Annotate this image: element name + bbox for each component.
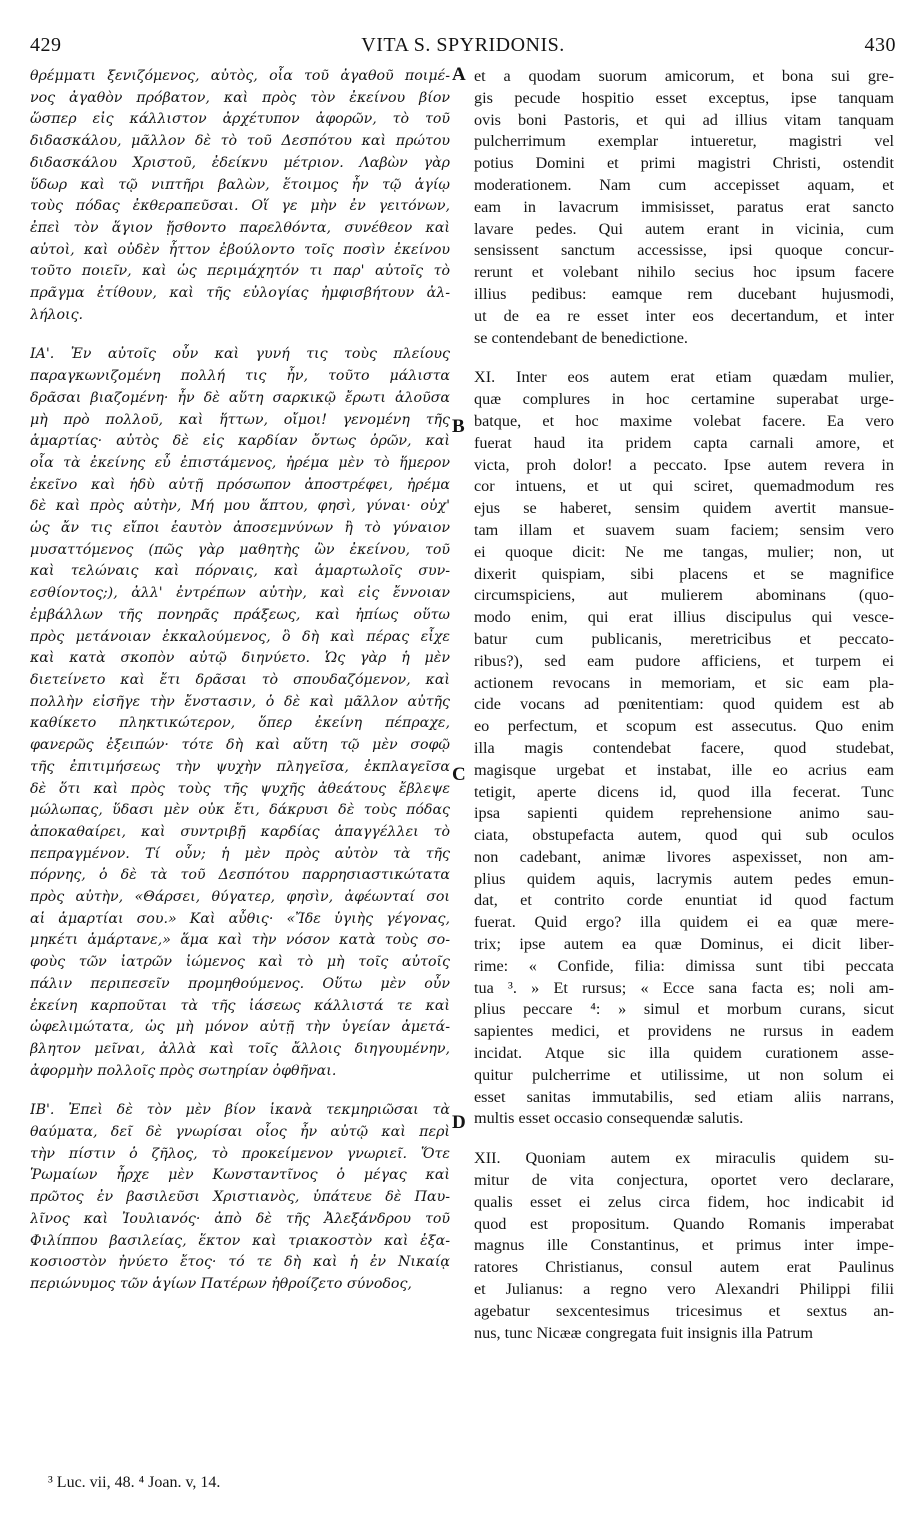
greek-text-line: πρὸς μετάνοιαν ἐκκαλούμενος, ὃ δὴ καὶ πέρας εἶχε <box>30 628 450 645</box>
section-marker-d: D <box>452 1112 466 1133</box>
latin-text-line: XI. Inter eos autem erat etiam quædam mulier, <box>474 368 894 387</box>
greek-text-line: κοσιοστὸν ἠνύετο ἔτος· τό τε δὴ καὶ ἡ ἐν Νικαίᾳ <box>30 1254 450 1271</box>
latin-text-line: ut de ea re esset inter eos decertandum, et inter <box>474 306 894 325</box>
greek-text-line: δὲ ὅτι καὶ πρὸς τοὺς τῆς ψυχῆς ἀθεάτους ἔβλεψε <box>30 780 450 797</box>
latin-text-line: fuerat haud ita pridem capta carnali amore, et <box>474 433 894 452</box>
greek-text-line: νος ἀγαθὸν πρόβατον, καὶ πρὸς τὸν ἐκείνου βίον <box>30 89 450 106</box>
greek-text-line: καθίκετο πληκτικώτερον, ὅπερ ἐκείνη πέπραχε, <box>30 715 450 732</box>
greek-text-line: ἐκεῖνο καὶ ἡδὺ αὐτῇ πρόσωπον ἀποστρέφει, ἠρέμα <box>30 476 450 493</box>
greek-text-line: οἷα τὰ ἐκείνης εὖ ἐπιστάμενος, ἠρέμα μὲν τὸ ἥμερον <box>30 454 450 471</box>
latin-text-line: batque, et hoc maxime volebat facere. Ea vero <box>474 411 894 430</box>
greek-text-line: ΙΑ'. Ἐν αὐτοῖς οὖν καὶ γυνή τις τοὺς πλείους <box>30 346 450 363</box>
greek-text-line: δρᾶσαι βιαζομένη· ἦν δὲ αὕτη σαρκικῷ ἔρωτι ἁλοῦσα <box>30 389 450 406</box>
latin-text-line: agebatur sexcentesimus tricesimus et sextus an- <box>474 1301 894 1320</box>
latin-text-line: plius quidem aquis, lacrymis autem pedes emun- <box>474 869 894 888</box>
page-header <box>30 34 896 60</box>
greek-text-line: λήλοις. <box>30 306 84 323</box>
greek-text-line: ἐκείνη καρποῦται τὰ τῆς ἰάσεως κάλλιστά τε καὶ <box>30 997 450 1014</box>
greek-text-line: ὕδωρ καὶ τῷ νιπτῆρι βαλὼν, ἕτοιμος ἦν τῷ ἁγίῳ <box>30 176 450 193</box>
latin-text-line: eam in lavacrum immisisset, paratus erat sancto <box>474 197 894 216</box>
latin-text-line: XII. Quoniam autem ex miraculis quidem su- <box>474 1149 894 1168</box>
paragraph-gap <box>30 1082 450 1100</box>
latin-text-line: sapientes medici, et providens ne rursus in eadem <box>474 1022 894 1041</box>
latin-text-line: quitur pulcherrime et utilissime, ut non solum ei <box>474 1065 894 1084</box>
greek-text-line: καὶ κατὰ σκοπὸν αὐτῷ διηνύετο. Ὡς γὰρ ἡ μὲν <box>30 650 450 667</box>
greek-text-line: διδασκάλου, μᾶλλον δὲ τὸ τοῦ Δεσπότου καὶ πρώτου <box>30 133 450 150</box>
latin-text-line: moderationem. Nam cum accepisset aquam, et <box>474 175 894 194</box>
greek-text-line: πρὸς αὐτὴν, «Θάρσει, θύγατερ, φησὶν, ἀφέωνταί σοι <box>30 889 450 906</box>
section-marker-a: A <box>452 64 466 85</box>
latin-text-line: actionem revocans in memoriam, et sic eam pla- <box>474 673 894 692</box>
latin-text-line: eo perfectum, et scopum est assecutus. Quo enim <box>474 717 894 736</box>
latin-text-line: quod est propositum. Quando Romanis imperabat <box>474 1214 894 1233</box>
latin-text-line: non cadebant, animæ livores aspexisset, non am- <box>474 847 894 866</box>
latin-text-line: incidat. Atque sic illa quidem curationem asse- <box>474 1044 894 1063</box>
greek-text-line: ΙΒ'. Ἐπεὶ δὲ τὸν μὲν βίον ἱκανὰ τεκμηριῶσαι τὰ <box>30 1102 450 1119</box>
latin-text-line: ribus?), sed eam pudore afficiens, et turpem ei <box>474 651 894 670</box>
latin-text-line: ejus se haberet, sensim quidem avertit mansue- <box>474 499 894 518</box>
greek-text-line: περιώνυμος τῶν ἁγίων Πατέρων ἠθροίζετο σύνοδος, <box>30 1275 412 1292</box>
latin-text-line: tetigit, aperte dicens id, quod illa fecerat. Tunc <box>474 782 894 801</box>
latin-text-line: trix; ipse autem ea quæ Dominus, ei dicit liber- <box>474 935 894 954</box>
latin-text-line: illa magis contendebat facere, quod studebat, <box>474 738 894 757</box>
section-marker-b: B <box>452 416 465 437</box>
page-number-right: 430 <box>864 34 896 56</box>
latin-text-line: ratores Christianus, consul autem erat Paulinus <box>474 1258 894 1277</box>
greek-text-line: πρῶτος ἐν βασιλεῦσι Χριστιανὸς, ὑπάτευε δὲ Παυ- <box>30 1189 450 1206</box>
greek-text-line: πρᾶγμα ἐτίθουν, καὶ τῆς εὐλογίας ἠμφισβήτουν ἀλ- <box>30 285 450 302</box>
latin-text-line: gis pecude hospitio esset exceptus, ipse tanquam <box>474 88 894 107</box>
greek-text-line: πάλιν περιπεσεῖν προμηθούμενος. Οὕτω μὲν οὖν <box>30 975 450 992</box>
greek-text-line: φανερῶς ἐξειπών· τότε δὴ καὶ αὕτη τῷ μὲν σοφῷ <box>30 737 450 754</box>
paragraph-gap <box>30 326 450 344</box>
running-title: VITA S. SPYRIDONIS. <box>361 34 565 56</box>
greek-text-line: Φιλίππου βασιλείας, ἕκτον καὶ τριακοστὸν καὶ ἑξα- <box>30 1232 450 1249</box>
latin-text-line: victa, proh dolor! a peccato. Ipse autem revera in <box>474 455 894 474</box>
greek-text-line: παραγκωνιζομένη πολλή τις ἦν, τοῦτο μάλιστα <box>30 368 450 385</box>
latin-text-line: rime: « Confide, filia: dimissa sunt tibi peccata <box>474 956 894 975</box>
greek-text-line: θαύματα, δεῖ δὲ γνωρίσαι οἷος ἦν αὐτῷ καὶ περὶ <box>30 1124 450 1141</box>
latin-text-line: fuerat. Quid ergo? illa quidem ei ea quæ mere- <box>474 913 894 932</box>
page-number-left: 429 <box>30 34 62 56</box>
greek-text-line: μηκέτι ἁμάρτανε,» ἅμα καὶ τὴν νόσον κατὰ τοὺς σο- <box>30 932 450 949</box>
latin-text-line: tua ³. » Et rursus; « Ecce sana facta es; noli am- <box>474 978 894 997</box>
greek-text-line: τοὺς πόδας ἐκθεραπεῦσαι. Οἵ γε μὴν ἐν γειτόνων, <box>30 198 450 215</box>
greek-text-line: ἁμαρτίας· αὐτὸς δὲ εἰς καρδίαν ὄντως ὁρῶν, καὶ <box>30 433 450 450</box>
latin-text-line: ciata, obstupefacta autem, quod qui sub oculos <box>474 826 894 845</box>
greek-text-line: μὴ πρὸ πολλοῦ, καὶ ἥττων, οἴμοι! γενομένη τῆς <box>30 411 450 428</box>
section-marker-c: C <box>452 764 466 785</box>
latin-text-line: circumspiciens, aut mulierem abominans (quo- <box>474 586 894 605</box>
latin-text-line: mitur de vita conjectura, oportet vero declarare, <box>474 1171 894 1190</box>
latin-text-line: ei quoque dicit: Ne me tangas, mulier; non, ut <box>474 542 894 561</box>
greek-text-line: διετείνετο καὶ ἔτι δρᾶσαι τὸ σπουδαζόμενον, καὶ <box>30 671 450 688</box>
greek-text-line: ὡς ἄν τις εἴποι ἑαυτὸν ἀποσεμνύνων ἢ τὸ γύναιον <box>30 520 450 537</box>
greek-text-line: αὐτοὶ, καὶ οὐδὲν ἧττον ἐβούλοντο τοῖς ποσὶν ἐκείνου <box>30 241 450 258</box>
latin-text-line: illius pedibus: eamque rem ducebant hujusmodi, <box>474 284 894 303</box>
latin-text-line: batur cum publicanis, meretricibus et peccato- <box>474 629 894 648</box>
latin-text-line: rerunt et volebant nihilo secius hoc ipsum facere <box>474 263 894 282</box>
latin-text-line: qualis esset ei zelus circa fidem, hoc indicabit id <box>474 1192 894 1211</box>
latin-text-line: dixerit quispiam, sibi placens et se magnifice <box>474 564 894 583</box>
latin-text-line: tam illam et suavem suam faciem; sensim vero <box>474 520 894 539</box>
greek-text-line: τοῦτο ποιεῖν, καὶ ὡς περιμάχητόν τι παρ' αὐτοῖς τὸ <box>30 263 450 280</box>
greek-column <box>30 66 450 1296</box>
latin-text-line: quæ complures in hoc certamine superabat urge- <box>474 390 894 409</box>
greek-text-line: ἐπεὶ τὸν ἅγιον ᾔσθοντο παρελθόντα, συνέθεον καὶ <box>30 219 450 236</box>
latin-text-line: se contendebant de benedictione. <box>474 328 688 347</box>
greek-text-line: βλητον μεῖναι, ἀλλὰ καὶ τοῖς ἄλλοις διηγουμένην, <box>30 1040 450 1057</box>
greek-text-line: διδασκάλου Χριστοῦ, ἐδείκνυ μέτριον. Λαβὼν γὰρ <box>30 154 450 171</box>
latin-text-line: cide vocans ad pœnitentiam: quod quidem est ab <box>474 695 894 714</box>
latin-text-line: ipsa sapienti quidem reprehensione animo sau- <box>474 804 894 823</box>
greek-text-line: εσθίοντος;), ἀλλ' ἐντρέπων αὐτὴν, καὶ εἰς ἔννοιαν <box>30 585 450 602</box>
latin-text-line: sensissent sanctum accessisse, ipsi quoque concur- <box>474 241 894 260</box>
greek-text-line: θρέμματι ξενιζόμενος, αὐτὸς, οἷα τοῦ ἀγαθοῦ ποιμέ- <box>30 68 450 84</box>
greek-text-line: καὶ τελώναις καὶ πόρναις, καὶ ἁμαρτωλοῖς συν- <box>30 563 450 580</box>
latin-text-line: modo enim, qui erat illius discipulus qui vesce- <box>474 608 894 627</box>
greek-text-line: πολλὴν εἰσῆγε τὴν ἔνστασιν, ὁ δὲ καὶ μᾶλλον αὐτῆς <box>30 693 450 710</box>
greek-text-line: τῆς ἐπιτιμήσεως τὴν ψυχὴν πληγεῖσα, ἐκπλαγεῖσα <box>30 758 450 775</box>
paragraph-gap <box>474 1130 894 1148</box>
greek-text-line: μώλωπας, ὕδασι μὲν οὐκ ἔτι, δάκρυσι δὲ τοὺς πόδας <box>30 802 450 819</box>
latin-text-line: nus, tunc Nicææ congregata fuit insignis illa Patrum <box>474 1323 813 1342</box>
greek-text-line: αἱ ἁμαρτίαι σου.» Καὶ αὖθις· «Ἴδε ὑγιὴς γέγονας, <box>30 910 450 927</box>
latin-text-line: magisque urgebat et instabat, ille eo acrius eam <box>474 760 894 779</box>
latin-text-line: potius Domini et primi magistri Christi, ostendit <box>474 154 894 173</box>
latin-text-line: ovis boni Pastoris, et qui ad illius vitam tanquam <box>474 110 894 129</box>
latin-text-line: et Julianus: a regno vero Alexandri Philippi filii <box>474 1280 894 1299</box>
latin-text-line: lavare pedes. Qui autem erant in vicinia, cum <box>474 219 894 238</box>
greek-text-line: Ῥωμαίων ἦρχε μὲν Κωνσταντῖνος ὁ μέγας καὶ <box>30 1167 450 1184</box>
greek-text-line: πεπραγμένον. Τί οὖν; ἡ μὲν πρὸς αὐτὸν τὰ τῆς <box>30 845 450 862</box>
latin-text-line: dat, et contrito corde enuntiat id quod factum <box>474 891 894 910</box>
greek-text-line: δὲ καὶ πρὸς αὐτὴν, Μή μου ἅπτου, φησὶ, γύναι· οὐχ' <box>30 498 450 515</box>
paragraph-gap <box>474 349 894 367</box>
greek-text-line: φοὺς τῶν ἰατρῶν ἰώμενος καὶ τὸ μὴ τοῖς αὐτοῖς <box>30 954 450 971</box>
greek-text-line: ὥσπερ εἰς κάλλιστον ἀρχέτυπον ἀφορῶν, τὸ τοῦ <box>30 111 450 128</box>
latin-text-line: pulcherrimum exemplar intueretur, magistri vel <box>474 132 894 151</box>
greek-text-line: ὠφελιμώτατα, ὡς μὴ μόνον αὐτῇ τὴν ὑγείαν ἀμετά- <box>30 1019 450 1036</box>
greek-text-line: λῖνος καὶ Ἰουλιανός· ἀπὸ δὲ τῆς Ἀλεξάνδρου τοῦ <box>30 1210 450 1227</box>
latin-text-line: multis esset occasio consequendæ salutis. <box>474 1109 744 1128</box>
latin-text-line: plius peccare ⁴: » simul et morbum curans, sicut <box>474 1000 894 1019</box>
greek-text-line: ἀποκαθαίρει, καὶ συντριβῇ καρδίας ἀπαγγέλλει τὸ <box>30 823 450 840</box>
greek-text-line: μυσαττόμενος (πῶς γὰρ μαθητὴς ὢν ἐκείνου, τοῦ <box>30 541 450 558</box>
latin-text-line: et a quodam suorum amicorum, et bona sui gre- <box>474 67 894 85</box>
greek-text-line: ἀφορμὴν πολλοῖς πρὸς σωτηρίαν ὀφθῆναι. <box>30 1062 337 1079</box>
latin-column <box>474 66 894 1344</box>
greek-text-line: ἐμβάλλων τῆς πονηρᾶς πράξεως, καὶ ἠπίως οὕτω <box>30 606 450 623</box>
latin-text-line: cor intuens, et ut qui sciret, quemadmodum res <box>474 477 894 496</box>
greek-text-line: πόρνης, ὁ δὲ τὰ τοῦ Δεσπότου παρρησιαστικώτατα <box>30 867 450 884</box>
latin-text-line: esset sanitas immutabilis, sed etiam aliis narrans, <box>474 1087 894 1106</box>
latin-text-line: magnus ille Constantinus, et primus inter impe- <box>474 1236 894 1255</box>
footnotes: ³ Luc. vii, 48. ⁴ Joan. v, 14. <box>48 1474 221 1491</box>
greek-text-line: τὴν πίστιν ὁ ζῆλος, τὸ προκείμενον γνωριεῖ. Ὅτε <box>30 1145 450 1162</box>
